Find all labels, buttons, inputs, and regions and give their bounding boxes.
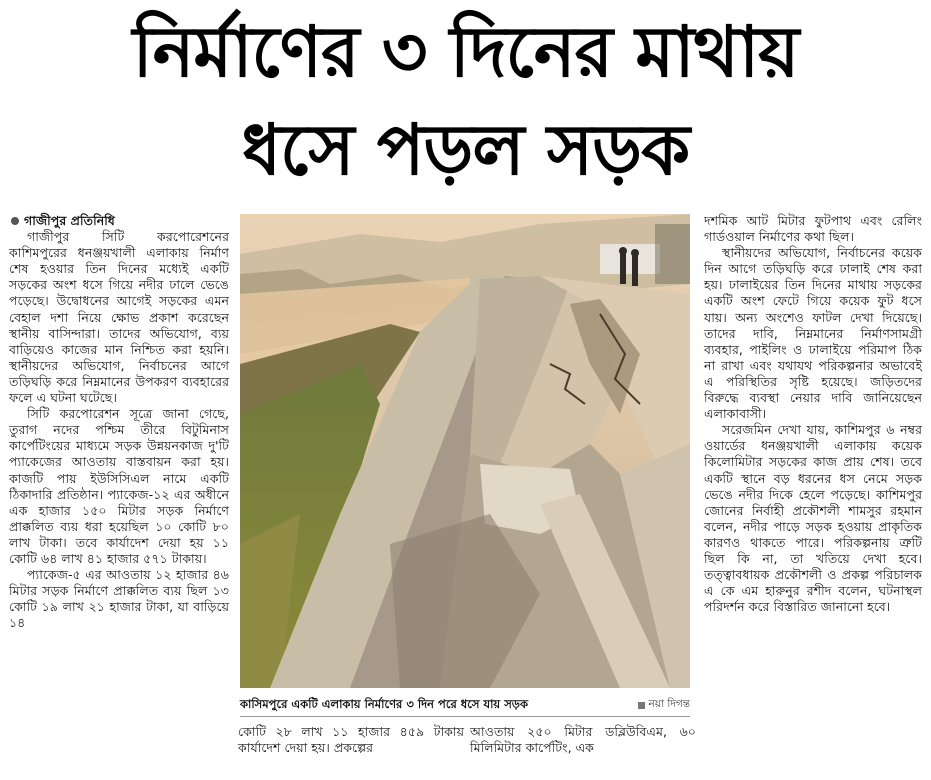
- byline: [9, 213, 229, 229]
- article-column-left: [9, 213, 229, 631]
- article-bottom-right: আওতায় ২৫০ মিটার ডব্লিউবিএম, ৬০ মিলিমিটার কার্পেটিং, এক: [470, 724, 696, 756]
- paragraph: গাজীপুর সিটি করপোরেশনের কাশিমপুরের ধনঞ্জয়খালী এলাকায় নির্মাণ শেষ হওয়ার তিন দিনের মধ্যেই একটি সড়কের অংশ ধসে গিয়ে নদীর ঢালে ভেঙে পড়েছে। উদ্বোধনের আগেই সড়কের এমন বেহাল দশা নিয়ে ক্ষোভ প্রকাশ করেছেন স্থানীয় বাসিন্দারা। তাদের অভিযোগ, ব্যয় বাড়িয়েও কাজের মান নিশ্চিত করা হয়নি। স্থানীয়দের অভিযোগ, নির্বাচনের আগে তড়িঘড়ি করে নিম্নমানের উপকরণ ব্যবহারের ফলে এ ঘটনা ঘটেছে।: [9, 229, 229, 406]
- article-bottom-left: কোটি ২৮ লাখ ১১ হাজার ৪৫৯ টাকায় কার্যাদেশ দেয়া হয়। প্রকল্পের: [238, 724, 464, 756]
- paragraph: দশমিক আট মিটার ফুটপাথ এবং রেলিং গার্ডওয়াল নির্মাণের কথা ছিল।: [704, 213, 922, 245]
- caption-text: কাসিমপুরে একটি এলাকায় নির্মাণের ৩ দিন পরে ধসে যায় সড়ক: [240, 696, 529, 711]
- square-icon: [638, 702, 645, 709]
- bullet-icon: [11, 217, 19, 225]
- collapsed-road-photo: [240, 214, 690, 688]
- article-column-right: [704, 213, 922, 615]
- paragraph: সিটি করপোরেশন সূত্রে জানা গেছে, তুরাগ নদের পশ্চিম তীরে বিটুমিনাস কার্পেটিংয়ের মাধ্যমে সড়ক উন্নয়নকাজ দু'টি প্যাকেজের আওতায় বাস্তবায়ন করা হয়। কাজটি পায় ইউসিসিএল নামে একটি ঠিকাদারি প্রতিষ্ঠান। প্যাকেজ-১২ এর অধীনে এক হাজার ১৫০ মিটার সড়ক নির্মাণে প্রাক্কলিত ব্যয় ধরা হয়েছিল ১০ কোটি ৮০ লাখ টাকা। তবে কার্যাদেশ দেয়া হয় ১১ কোটি ৬৪ লাখ ৪১ হাজার ৫৭১ টাকায়।: [9, 406, 229, 566]
- headline-line-1: নির্মাণের ৩ দিনের মাথায়: [132, 11, 799, 93]
- paragraph: স্থানীয়দের অভিযোগ, নির্বাচনের কয়েক দিন আগে তড়িঘড়ি করে ঢালাই শেষ করা হয়। ঢালাইয়ের তিন দিনের মাথায় সড়কের একটি অংশ ফেটে গিয়ে কয়েক ফুট ধসে যায়। অন্য অংশেও ফাটল দেখা দিয়েছে। তাদের দাবি, নিম্নমানের নির্মাণসামগ্রী ব্যবহার, পাইলিং ও ঢালাইয়ে পরিমাপ ঠিক না রাখা এবং যথাযথ পরিকল্পনার অভাবেই এ পরিস্থিতির সৃষ্টি হয়েছে। জড়িতদের বিরুদ্ধে ব্যবস্থা নেয়ার দাবি জানিয়েছেন এলাকাবাসী।: [704, 245, 922, 422]
- photo-credit-text: নয়া দিগন্ত: [648, 697, 690, 710]
- byline-text: গাজীপুর প্রতিনিধি: [24, 213, 115, 228]
- photo-caption: [240, 694, 690, 717]
- headline-line-2: ধসে পড়ল সড়ক: [241, 109, 690, 191]
- news-photo: [240, 214, 690, 688]
- paragraph: সরেজমিন দেখা যায়, কাশিমপুর ৬ নম্বর ওয়ার্ডের ধনঞ্জয়খালী এলাকায় কয়েক কিলোমিটার সড়কের কাজ প্রায় শেষ। তবে একটি স্থানে বড় ধরনের ধস নেমে সড়ক ভেঙে নদীর দিকে হেলে পড়েছে। কাশিমপুর জোনের নির্বাহী প্রকৌশলী শামসুর রহমান বলেন, নদীর পাড়ে সড়ক হওয়ায় প্রাকৃতিক কারণও থাকতে পারে। পরিকল্পনায় ত্রুটি ছিল কি না, তা খতিয়ে দেখা হবে। তত্ত্বাবধায়ক প্রকৌশলী ও প্রকল্প পরিচালক এ কে এম হারুনুর রশীদ বলেন, ঘটনাস্থল পরিদর্শন করে বিস্তারিত জানানো হবে।: [704, 422, 922, 615]
- photo-credit: [638, 697, 690, 714]
- paragraph: প্যাকেজ-৫ এর আওতায় ১২ হাজার ৪৬ মিটার সড়ক নির্মাণে প্রাক্কলিত ব্যয় ছিল ১৩ কোটি ১৯ লাখ ২১ হাজার টাকা, যা বাড়িয়ে ১৪: [9, 567, 229, 631]
